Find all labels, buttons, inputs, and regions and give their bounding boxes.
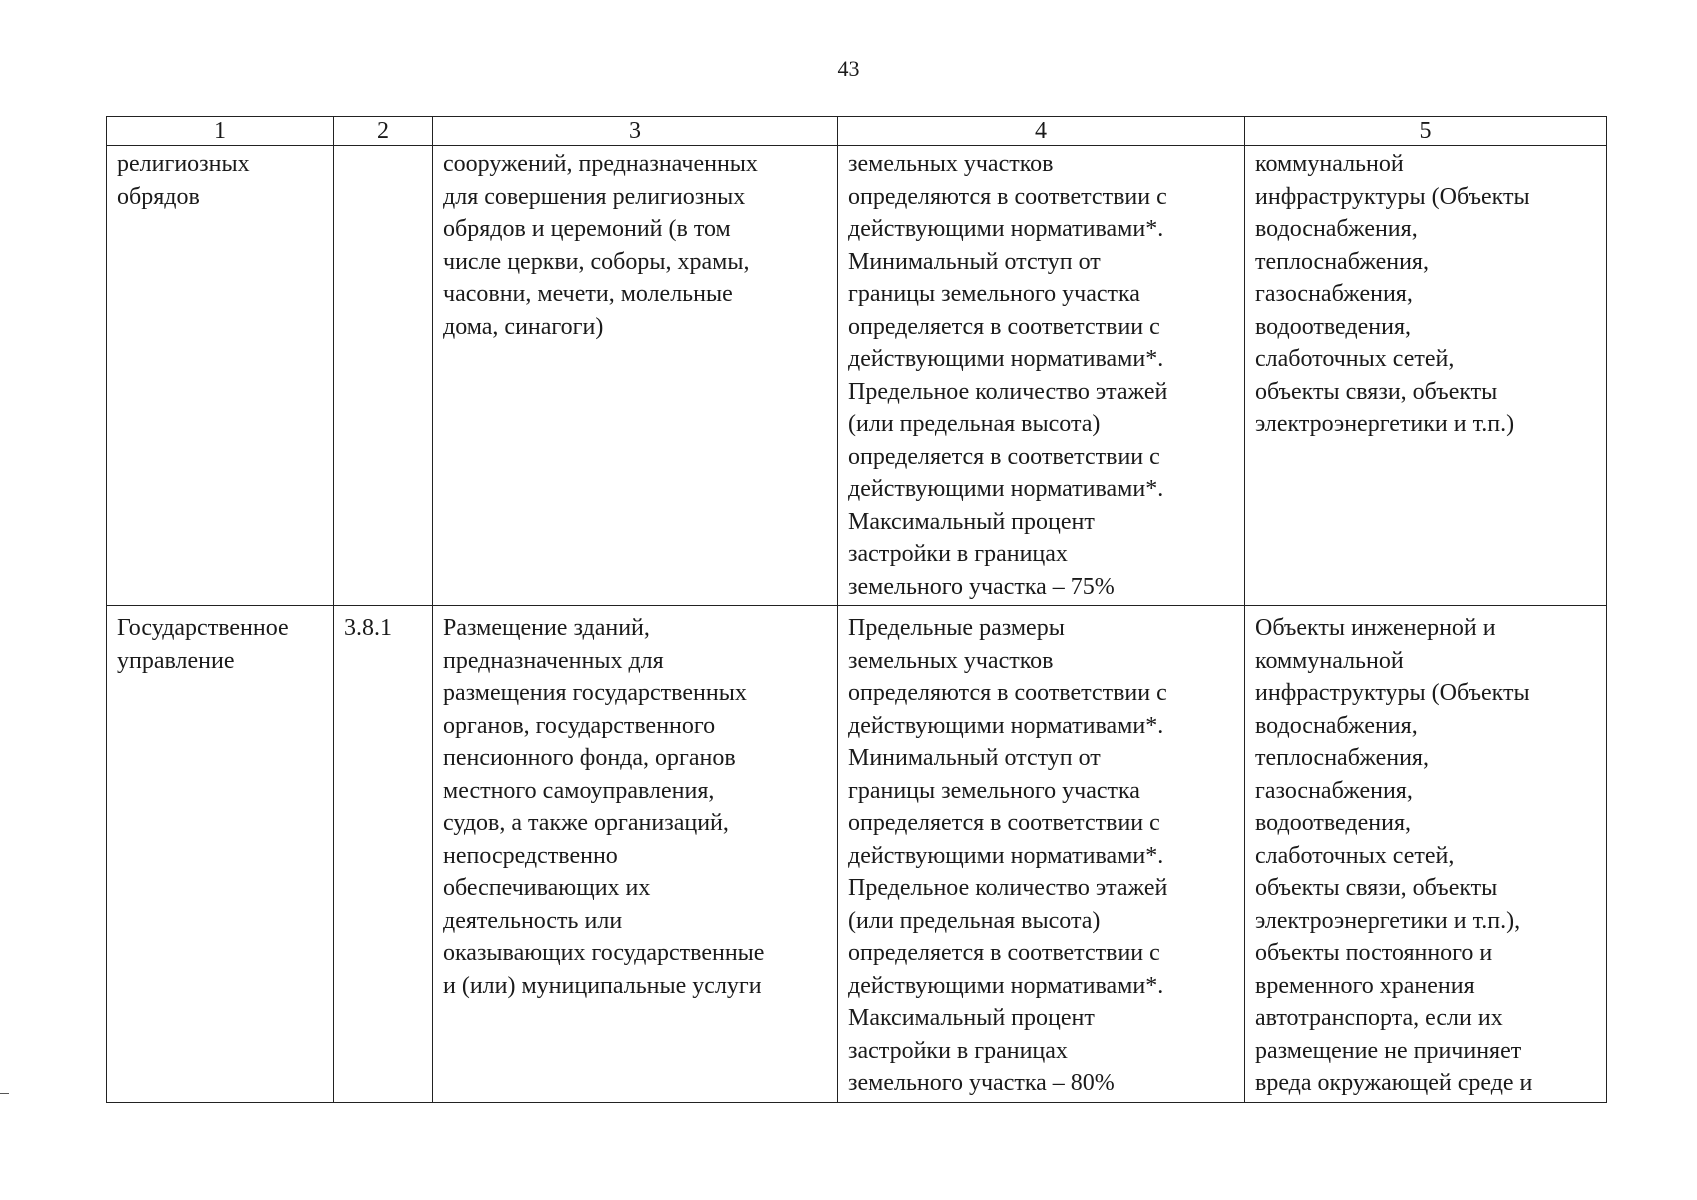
table-header-row — [107, 117, 1607, 146]
cell-text: 3.8.1 — [344, 615, 392, 641]
cell-use-description — [433, 146, 838, 606]
cell-use-code — [334, 606, 433, 1103]
table-row — [107, 146, 1607, 606]
cell-use-name — [107, 146, 334, 606]
column-header-3: 3 — [433, 117, 838, 146]
column-header-2: 2 — [334, 117, 433, 146]
column-header-5: 5 — [1245, 117, 1607, 146]
cell-limit-parameters — [838, 146, 1245, 606]
column-header-4: 4 — [838, 117, 1245, 146]
cell-text: сооружений, предназначенных для совершения религиозных обрядов и церемоний (в том числе церкви, соборы, храмы, часовни, мечети, молельные дома, синагоги) — [443, 151, 758, 340]
table-row — [107, 606, 1607, 1103]
cell-text: коммунальной инфраструктуры (Объекты водоснабжения, теплоснабжения, газоснабжения, водоотведения, слаботочных сетей, объекты связи, объекты электроэнергетики и т.п.) — [1255, 151, 1530, 437]
cell-auxiliary-uses — [1245, 146, 1607, 606]
page-number: 43 — [837, 56, 860, 81]
cell-text: Объекты инженерной и коммунальной инфраструктуры (Объекты водоснабжения, теплоснабжения, газоснабжения, водоотведения, слаботочных сетей, объекты связи, объекты электроэнергетики и т.п.), объекты постоянного и временного хранения автотранспорта, если их размещение не причиняет вреда окружающей среде и — [1255, 615, 1533, 1096]
cell-text: религиозных обрядов — [117, 151, 250, 210]
column-header-1: 1 — [107, 117, 334, 146]
cell-text: Размещение зданий, предназначенных для размещения государственных органов, государственного пенсионного фонда, органов местного самоуправления, судов, а также организаций, непосредственно обеспечивающих их деятельность или оказывающих государственные и (или) муниципальные услуги — [443, 615, 765, 999]
cell-use-name — [107, 606, 334, 1103]
cell-text: Предельные размеры земельных участков определяются в соответствии с действующими нормативами*. Минимальный отступ от границы земельного участка определяется в соответствии с действующими нормативами*. Предельное количество этажей (или предельная высота) определяется в соответствии с действующими нормативами*. Максимальный процент застройки в границах земельного участка – 80% — [848, 615, 1168, 1096]
zoning-table — [106, 116, 1607, 1103]
cell-limit-parameters — [838, 606, 1245, 1103]
cell-text: Государственное управление — [117, 615, 289, 674]
cell-use-code — [334, 146, 433, 606]
margin-mark — [0, 1093, 9, 1094]
cell-use-description — [433, 606, 838, 1103]
cell-text: земельных участков определяются в соответствии с действующими нормативами*. Минимальный отступ от границы земельного участка определяется в соответствии с действующими нормативами*. Предельное количество этажей (или предельная высота) определяется в соответствии с действующими нормативами*. Максимальный процент застройки в границах земельного участка – 75% — [848, 151, 1168, 600]
cell-auxiliary-uses — [1245, 606, 1607, 1103]
